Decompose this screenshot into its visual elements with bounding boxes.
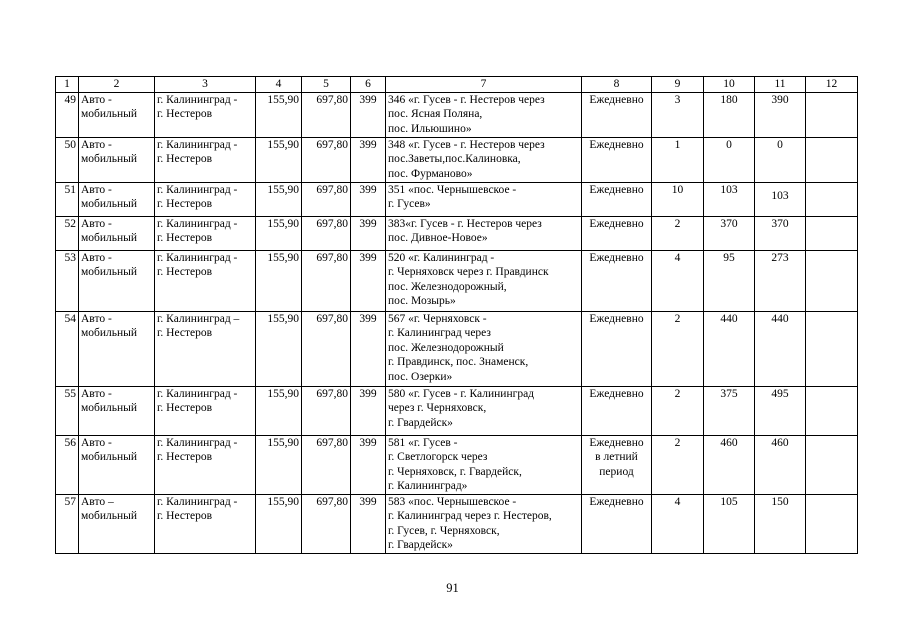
col-4-value: 155,90 bbox=[256, 216, 302, 250]
col-9-value: 1 bbox=[652, 137, 704, 182]
col-11-value: 440 bbox=[755, 311, 806, 386]
column-header: 9 bbox=[652, 77, 704, 93]
col-11-value: 0 bbox=[755, 137, 806, 182]
route-name: г. Калининград – г. Нестеров bbox=[155, 311, 256, 386]
route-description: 580 «г. Гусев - г. Калининград через г. Черняховск, г. Гвардейск» bbox=[386, 386, 582, 435]
route-description: 383«г. Гусев - г. Нестеров через пос. Дивное-Новое» bbox=[386, 216, 582, 250]
col-12-value bbox=[806, 494, 858, 553]
transport-type: Авто - мобильный bbox=[79, 386, 155, 435]
transport-type: Авто - мобильный bbox=[79, 216, 155, 250]
transport-type: Авто - мобильный bbox=[79, 182, 155, 216]
schedule-frequency: Ежедневно bbox=[582, 92, 652, 137]
schedule-frequency: Ежедневно bbox=[582, 386, 652, 435]
route-description: 567 «г. Черняховск - г. Калининград через пос. Железнодорожный г. Правдинск, пос. Знаменск, пос. Озерки» bbox=[386, 311, 582, 386]
col-5-value: 697,80 bbox=[302, 386, 351, 435]
route-name: г. Калининград - г. Нестеров bbox=[155, 216, 256, 250]
route-name: г. Калининград - г. Нестеров bbox=[155, 137, 256, 182]
col-5-value: 697,80 bbox=[302, 311, 351, 386]
col-4-value: 155,90 bbox=[256, 182, 302, 216]
route-name: г. Калининград - г. Нестеров bbox=[155, 435, 256, 494]
col-4-value: 155,90 bbox=[256, 494, 302, 553]
table-row bbox=[56, 137, 858, 182]
col-11-value: 390 bbox=[755, 92, 806, 137]
transport-type: Авто - мобильный bbox=[79, 92, 155, 137]
col-11-value: 150 bbox=[755, 494, 806, 553]
column-header: 4 bbox=[256, 77, 302, 93]
col-10-value: 440 bbox=[704, 311, 755, 386]
table-row bbox=[56, 182, 858, 216]
route-name: г. Калининград - г. Нестеров bbox=[155, 386, 256, 435]
col-4-value: 155,90 bbox=[256, 435, 302, 494]
column-header: 11 bbox=[755, 77, 806, 93]
col-10-value: 370 bbox=[704, 216, 755, 250]
col-9-value: 4 bbox=[652, 250, 704, 311]
col-5-value: 697,80 bbox=[302, 494, 351, 553]
column-header: 10 bbox=[704, 77, 755, 93]
transport-type: Авто - мобильный bbox=[79, 250, 155, 311]
col-6-value: 399 bbox=[351, 137, 386, 182]
col-5-value: 697,80 bbox=[302, 182, 351, 216]
col-4-value: 155,90 bbox=[256, 250, 302, 311]
col-6-value: 399 bbox=[351, 435, 386, 494]
col-6-value: 399 bbox=[351, 216, 386, 250]
col-9-value: 2 bbox=[652, 435, 704, 494]
route-description: 520 «г. Калининград - г. Черняховск через г. Правдинск пос. Железнодорожный, пос. Мозырь» bbox=[386, 250, 582, 311]
col-6-value: 399 bbox=[351, 92, 386, 137]
schedule-table bbox=[55, 76, 858, 554]
col-6-value: 399 bbox=[351, 182, 386, 216]
table-row bbox=[56, 494, 858, 553]
col-11-value: 103 bbox=[755, 182, 806, 216]
col-11-value: 370 bbox=[755, 216, 806, 250]
column-number-header-row bbox=[56, 77, 858, 93]
col-10-value: 460 bbox=[704, 435, 755, 494]
column-header: 2 bbox=[79, 77, 155, 93]
column-header: 12 bbox=[806, 77, 858, 93]
row-number: 55 bbox=[56, 386, 79, 435]
col-5-value: 697,80 bbox=[302, 216, 351, 250]
column-header: 7 bbox=[386, 77, 582, 93]
col-12-value bbox=[806, 250, 858, 311]
column-header: 6 bbox=[351, 77, 386, 93]
table-row bbox=[56, 250, 858, 311]
col-5-value: 697,80 bbox=[302, 92, 351, 137]
col-9-value: 2 bbox=[652, 311, 704, 386]
route-description: 581 «г. Гусев - г. Светлогорск через г. Черняховск, г. Гвардейск, г. Калининград» bbox=[386, 435, 582, 494]
column-header: 8 bbox=[582, 77, 652, 93]
route-description: 346 «г. Гусев - г. Нестеров через пос. Ясная Поляна, пос. Ильюшино» bbox=[386, 92, 582, 137]
col-5-value: 697,80 bbox=[302, 435, 351, 494]
table-row bbox=[56, 92, 858, 137]
table-row bbox=[56, 216, 858, 250]
page-number: 91 bbox=[446, 581, 459, 595]
schedule-frequency: Ежедневно bbox=[582, 137, 652, 182]
col-12-value bbox=[806, 435, 858, 494]
col-10-value: 180 bbox=[704, 92, 755, 137]
row-number: 50 bbox=[56, 137, 79, 182]
transport-type: Авто - мобильный bbox=[79, 137, 155, 182]
col-9-value: 4 bbox=[652, 494, 704, 553]
col-4-value: 155,90 bbox=[256, 311, 302, 386]
schedule-frequency: Ежедневно в летний период bbox=[582, 435, 652, 494]
route-description: 348 «г. Гусев - г. Нестеров через пос.Заветы,пос.Калиновка, пос. Фурманово» bbox=[386, 137, 582, 182]
col-6-value: 399 bbox=[351, 250, 386, 311]
row-number: 49 bbox=[56, 92, 79, 137]
col-6-value: 399 bbox=[351, 386, 386, 435]
col-11-value: 273 bbox=[755, 250, 806, 311]
col-4-value: 155,90 bbox=[256, 386, 302, 435]
col-12-value bbox=[806, 92, 858, 137]
col-12-value bbox=[806, 216, 858, 250]
col-10-value: 375 bbox=[704, 386, 755, 435]
col-12-value bbox=[806, 386, 858, 435]
schedule-frequency: Ежедневно bbox=[582, 182, 652, 216]
route-description: 583 «пос. Чернышевское - г. Калининград через г. Нестеров, г. Гусев, г. Черняховск, г. Гвардейск» bbox=[386, 494, 582, 553]
col-10-value: 105 bbox=[704, 494, 755, 553]
table-row bbox=[56, 311, 858, 386]
col-6-value: 399 bbox=[351, 311, 386, 386]
row-number: 54 bbox=[56, 311, 79, 386]
col-11-value: 495 bbox=[755, 386, 806, 435]
col-9-value: 2 bbox=[652, 216, 704, 250]
col-10-value: 103 bbox=[704, 182, 755, 216]
schedule-frequency: Ежедневно bbox=[582, 494, 652, 553]
schedule-frequency: Ежедневно bbox=[582, 250, 652, 311]
col-9-value: 2 bbox=[652, 386, 704, 435]
column-header: 1 bbox=[56, 77, 79, 93]
row-number: 57 bbox=[56, 494, 79, 553]
table-row bbox=[56, 435, 858, 494]
col-9-value: 10 bbox=[652, 182, 704, 216]
column-header: 5 bbox=[302, 77, 351, 93]
row-number: 53 bbox=[56, 250, 79, 311]
route-name: г. Калининград - г. Нестеров bbox=[155, 92, 256, 137]
row-number: 52 bbox=[56, 216, 79, 250]
route-description: 351 «пос. Чернышевское - г. Гусев» bbox=[386, 182, 582, 216]
row-number: 56 bbox=[56, 435, 79, 494]
route-name: г. Калининград - г. Нестеров bbox=[155, 182, 256, 216]
col-12-value bbox=[806, 182, 858, 216]
col-10-value: 0 bbox=[704, 137, 755, 182]
col-10-value: 95 bbox=[704, 250, 755, 311]
transport-type: Авто - мобильный bbox=[79, 311, 155, 386]
route-name: г. Калининград - г. Нестеров bbox=[155, 250, 256, 311]
table-row bbox=[56, 386, 858, 435]
schedule-frequency: Ежедневно bbox=[582, 311, 652, 386]
col-6-value: 399 bbox=[351, 494, 386, 553]
route-name: г. Калининград - г. Нестеров bbox=[155, 494, 256, 553]
col-12-value bbox=[806, 137, 858, 182]
col-4-value: 155,90 bbox=[256, 137, 302, 182]
column-header: 3 bbox=[155, 77, 256, 93]
col-4-value: 155,90 bbox=[256, 92, 302, 137]
col-11-value: 460 bbox=[755, 435, 806, 494]
transport-type: Авто - мобильный bbox=[79, 435, 155, 494]
col-9-value: 3 bbox=[652, 92, 704, 137]
schedule-frequency: Ежедневно bbox=[582, 216, 652, 250]
col-5-value: 697,80 bbox=[302, 250, 351, 311]
col-5-value: 697,80 bbox=[302, 137, 351, 182]
transport-type: Авто – мобильный bbox=[79, 494, 155, 553]
col-12-value bbox=[806, 311, 858, 386]
row-number: 51 bbox=[56, 182, 79, 216]
